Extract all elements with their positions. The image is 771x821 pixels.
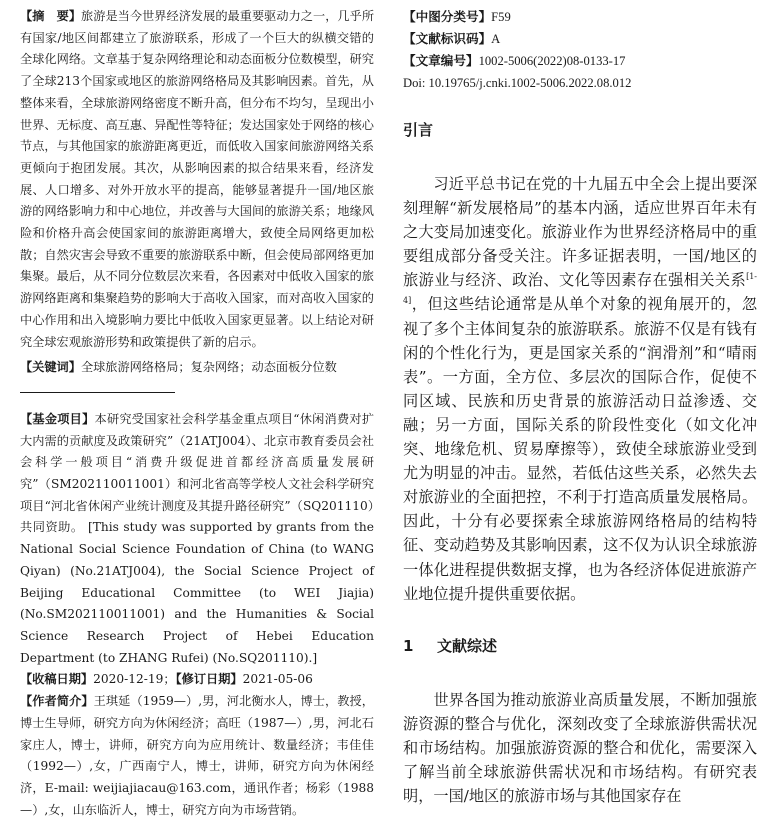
footnote-divider bbox=[20, 392, 175, 393]
received-label: 【收稿日期】 bbox=[20, 672, 94, 687]
keywords-text: 全球旅游网络格局；复杂网络；动态面板分位数 bbox=[80, 360, 337, 375]
abstract bbox=[20, 6, 374, 353]
author-label: 【作者简介】 bbox=[20, 694, 94, 709]
clc-label: 【中图分类号】 bbox=[403, 9, 492, 24]
intro-paragraph bbox=[403, 172, 757, 606]
fund-label: 【基金项目】 bbox=[20, 411, 95, 426]
fund-note bbox=[20, 409, 374, 669]
clc-value: F59 bbox=[491, 10, 511, 24]
revised-label: 【修订日期】 bbox=[175, 672, 243, 687]
author-text: 王琪延（1959—）,男，河北衡水人，博士，教授，博士生导师，研究方向为休闲经济；高旺（1987—）,男，河北石家庄人，博士，讲师，研究方向为应用统计、数量经济；韦佳佳（1992—）,女，广西南宁人，博士，讲师，研究方向为休闲经济，E-mail: weijiajiacau@163.com，通讯作者；杨彩（1988—）,女，山东临沂人，博士，研究方向为市场营销。 bbox=[20, 694, 374, 817]
right-column bbox=[403, 6, 757, 808]
section-1-paragraph: 世界各国为推动旅游业高质量发展，不断加强旅游资源的整合与优化，深刻改变了全球旅游供需状况和市场结构。加强旅游资源的整合和优化，需要深入了解当前全球旅游供需状况和市场结构。有研究表明，一国/地区的旅游市场与其他国家存在 bbox=[403, 690, 757, 806]
articleno-value: 1002-5006(2022)08-0133-17 bbox=[478, 54, 626, 68]
doi-text: Doi: 10.19765/j.cnki.1002-5006.2022.08.012 bbox=[403, 76, 632, 90]
intro-text-a: 习近平总书记在党的十九届五中全会上提出要深刻理解“新发展格局”的基本内涵，适应世界百年未有之大变局加速变化。旅游业作为世界经济格局中的重要组成部分备受关注。许多证据表明，一国/地区的旅游业与经济、政治、文化等因素存在强相关关系 bbox=[403, 175, 757, 290]
clc-line bbox=[403, 6, 757, 28]
left-column bbox=[20, 6, 374, 821]
fund-block bbox=[20, 409, 374, 669]
keywords bbox=[20, 357, 374, 379]
doccode-label: 【文献标识码】 bbox=[403, 31, 492, 46]
fund-text: 本研究受国家社会科学基金重点项目“休闲消费对扩大内需的贡献度及政策研究”（21ATJ004）、北京市教育委员会社会科学一般项目“消费升级促进首都经济高质量发展研究”（SM202110011001）和河北省高等学校人文社会科学研究项目“河北省休闲产业统计测度及其提升路径研究”（SQ201110）共同资助。 [This study was supported by grants from the National Social Science Foundation of China (to WANG Qiyan) (No.21ATJ004), the Social Science Project of Beijing Educational Committee (to WEI Jiajia) (No.SM202110011001) and the Humanities & Social Science Research Project of Hebei Education Department (to ZHANG Rufei) (No.SQ201110).] bbox=[20, 411, 375, 665]
abstract-label: 【摘 要】 bbox=[20, 9, 82, 23]
citation-ref: [1-4] bbox=[403, 272, 757, 306]
doccode-line bbox=[403, 28, 757, 50]
abstract-text: 旅游是当今世界经济发展的最重要驱动力之一，几乎所有国家/地区间都建立了旅游联系，形成了一个巨大的纵横交错的全球化网络。文章基于复杂网络理论和动态面板分位数模型，研究了全球213个国家或地区的旅游网络格局及其影响因素。首先，从整体来看，全球旅游网络密度不断升高，但分布不均匀，呈现出小世界、无标度、高互惠、异配性等特征；发达国家处于网络的核心节点，与其他国家的旅游距离更近，而低收入国家间旅游网络关系更倾向于抱团发展。其次，从影响因素的拟合结果来看，经济发展、人口增多、对外开放水平的提高，能够显著提升一国/地区旅游的网络影响力和中心地位，并改善与大国间的旅游关系；地缘风险和价格升高会使国家间的旅游距离增大，致使全局网络更加松散；自然灾害会导致不重要的旅游联系中断，但会使局部网络更加集聚。最后，从不同分位数层次来看，各因素对中低收入国家的旅游网络距离和集聚趋势的影响大于高收入国家，而对高收入国家的中心作用和出入境影响力要比中低收入国家更显著。以上结论对研究全球宏观旅游形势和政策提供了新的启示。 bbox=[20, 9, 375, 349]
doi-line bbox=[403, 72, 757, 94]
doccode-value: A bbox=[491, 32, 501, 46]
author-note bbox=[20, 691, 374, 821]
intro-heading: 引言 bbox=[403, 121, 434, 139]
section-1-heading bbox=[403, 636, 757, 656]
articleno-line bbox=[403, 50, 757, 72]
articleno-label: 【文章编号】 bbox=[403, 53, 479, 68]
intro-text-b: ，但这些结论通常是从单个对象的视角展开的，忽视了多个主体间复杂的旅游联系。旅游不仅是有钱有闲的个性化行为，更是国家关系的“润滑剂”和“晴雨表”。一方面，全方位、多层次的国际合作，促使不同区域、民族和历史背景的旅游活动日益渗透、交融；另一方面，国际关系的阶段性变化（如文化冲突、地缘危机、贸易摩擦等），致使全球旅游业受到尤为明显的冲击。显然，若低估这些关系，必然失去对旅游业的全面把控，不利于打造高质量发展格局。因此，十分有必要探索全球旅游网络格局的结构特征、变动趋势及其影响因素，这不仅为认识全球旅游一体化进程提供数据支撑，也为各经济体促进旅游产业地位提升提供重要依据。 bbox=[403, 295, 757, 603]
keywords-label: 【关键词】 bbox=[20, 360, 81, 375]
revised-date: 2021-05-06 bbox=[242, 672, 313, 687]
dates-line bbox=[20, 669, 374, 691]
section-1-number: 1 bbox=[403, 636, 414, 655]
received-date: 2020-12-19； bbox=[93, 672, 176, 687]
section-1-title: 文献综述 bbox=[437, 636, 498, 655]
